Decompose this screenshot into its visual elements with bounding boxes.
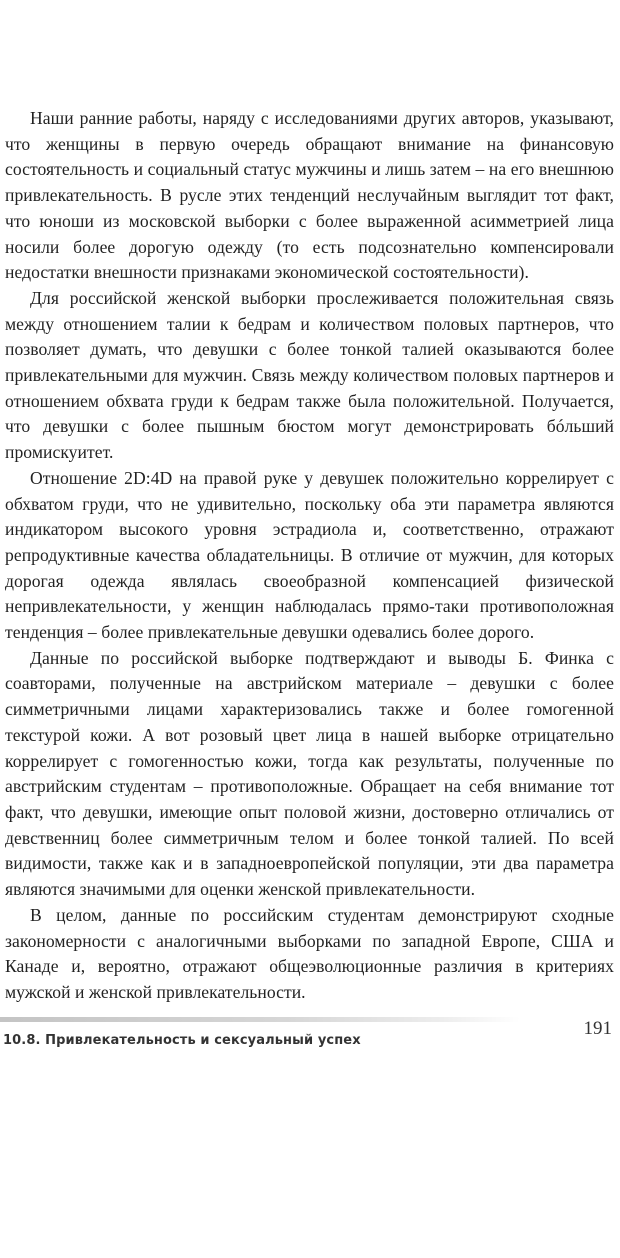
footer-rule <box>0 1017 520 1022</box>
page-number: 191 <box>583 1018 612 1039</box>
paragraph-3: Отношение 2D:4D на правой руке у девушек положительно коррелирует с обхватом груди, что не удивительно, поскольку оба эти параметра являются индикатором высокого уровня эстрадиола и, соответственно, отражают репродуктивные качества обладательницы. В отличие от мужчин, для которых дорогая одежда являлась своеобразной компенсацией физической непривлекательности, у женщин наблюдалась прямо-таки противоположная тенденция – более привлекательные девушки одевались более дорого. <box>5 467 614 643</box>
running-footer-title: 10.8. Привлекательность и сексуальный успех <box>3 1033 361 1048</box>
body-text <box>5 106 614 1006</box>
paragraph-1: Наши ранние работы, наряду с исследованиями других авторов, указывают, что женщины в первую очередь обращают внимание на финансовую состоятельность и социальный статус мужчины и лишь затем – на его внешнюю привлекательность. В русле этих тенденций неслучайным выглядит тот факт, что юноши из московской выборки с более выраженной асимметрией лица носили более дорогую одежду (то есть подсознательно компенсировали недостатки внешности признаками экономической состоятельности). <box>5 108 614 283</box>
paragraph-2: Для российской женской выборки прослеживается положительная связь между отношением талии к бедрам и количеством половых партнеров, что позволяет думать, что девушки с более тонкой талией оказываются более привлекательными для мужчин. Связь между количеством половых партнеров и отношением обхвата груди к бедрам также была положительной. Получается, что девушки с более пышным бюстом могут демонстрировать бóльший промискуитет. <box>5 287 614 463</box>
paragraph-4: Данные по российской выборке подтверждают и выводы Б. Финка с соавторами, полученные на австрийском материале – девушки с более симметричными лицами характеризовались также и более гомогенной текстурой кожи. А вот розовый цвет лица в нашей выборке отрицательно коррелирует с гомогенностью кожи, тогда как результаты, полученные по австрийским студентам – противоположные. Обращает на себя внимание тот факт, что девушки, имеющие опыт половой жизни, достоверно отличались от девственниц более симметричным телом и более тонкой талией. По всей видимости, также как и в западноевропейской популяции, эти два параметра являются значимыми для оценки женской привлекательности. <box>5 647 614 900</box>
paragraph-5: В целом, данные по российским студентам демонстрируют сходные закономерности с аналогичными выборками по западной Европе, США и Канаде и, вероятно, отражают общеэволюционные различия в критериях мужской и женской привлекательности. <box>5 904 614 1002</box>
